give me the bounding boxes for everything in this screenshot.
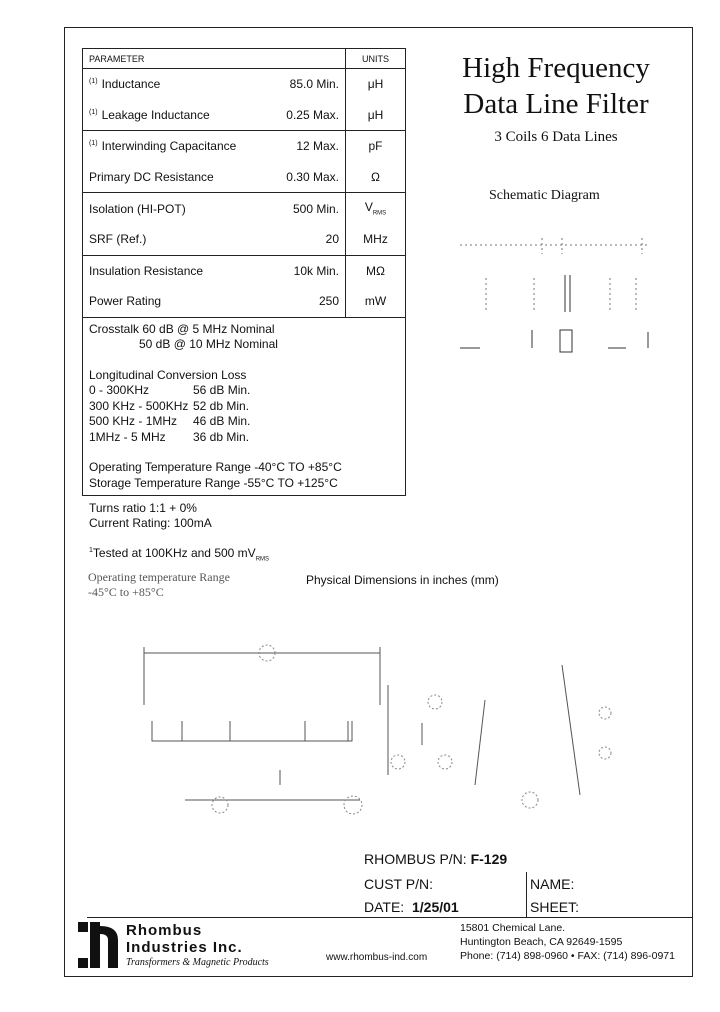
turns-ratio: Turns ratio 1:1 + 0% bbox=[89, 501, 197, 515]
dimension-label-mark bbox=[599, 747, 611, 759]
test-note-text: Tested at 100KHz and 500 mV bbox=[92, 546, 256, 560]
param-value: 250 bbox=[318, 294, 339, 309]
footnote-marker: (1) bbox=[89, 108, 98, 116]
param-label: Interwinding Capacitance bbox=[101, 139, 237, 154]
company-website[interactable]: www.rhombus-ind.com bbox=[326, 952, 428, 963]
param-value: 0.25 Max. bbox=[286, 107, 339, 122]
spec-table-header bbox=[83, 49, 405, 69]
footnote-marker: 1 bbox=[89, 547, 93, 554]
footnote-marker: (1) bbox=[89, 140, 98, 148]
operating-temp: Operating Temperature Range -40°C TO +85°C bbox=[89, 460, 342, 475]
param-value: 20 bbox=[325, 232, 339, 247]
lcl-row bbox=[89, 414, 399, 430]
company-tagline: Transformers & Magnetic Products bbox=[126, 957, 269, 968]
param-unit: V bbox=[364, 200, 373, 215]
storage-temp: Storage Temperature Range -55°C TO +125°C bbox=[89, 475, 338, 490]
param-value: 85.0 Min. bbox=[289, 77, 339, 92]
company-name-2: Industries Inc. bbox=[126, 939, 243, 956]
spec-row bbox=[83, 100, 405, 131]
spec-row bbox=[83, 224, 405, 255]
lcl-value: 56 dB Min. bbox=[193, 383, 251, 398]
spec-row bbox=[83, 131, 405, 162]
spec-row bbox=[83, 193, 405, 224]
units-header: UNITS bbox=[362, 53, 389, 64]
dimension-label-mark bbox=[522, 792, 538, 808]
physical-dimensions-label: Physical Dimensions in inches (mm) bbox=[306, 573, 499, 587]
param-unit: mW bbox=[364, 294, 387, 309]
lcl-value: 36 db Min. bbox=[193, 429, 250, 444]
param-unit: MΩ bbox=[366, 263, 385, 278]
op-range-line-2: -45°C to +85°C bbox=[88, 585, 164, 599]
schematic-title: Schematic Diagram bbox=[489, 188, 600, 203]
dimension-line bbox=[475, 700, 485, 785]
param-label: SRF (Ref.) bbox=[89, 232, 147, 247]
title-line-1: High Frequency bbox=[462, 52, 650, 84]
pn-value: F-129 bbox=[470, 851, 508, 867]
address-line-1: 15801 Chemical Lane. bbox=[460, 922, 566, 934]
spec-row bbox=[83, 286, 405, 317]
company-name-1: Rhombus bbox=[126, 922, 203, 939]
dimension-line bbox=[562, 665, 580, 795]
spec-group-4 bbox=[83, 256, 405, 318]
date-label: DATE: bbox=[364, 899, 405, 915]
param-label: Insulation Resistance bbox=[89, 263, 204, 278]
param-unit: MHz bbox=[363, 232, 388, 247]
param-value: 0.30 Max. bbox=[286, 170, 339, 185]
param-label: Primary DC Resistance bbox=[89, 170, 214, 185]
param-unit: μH bbox=[367, 77, 384, 92]
lcl-value: 46 dB Min. bbox=[193, 414, 251, 429]
pin-box bbox=[560, 330, 572, 352]
spec-table bbox=[82, 48, 406, 496]
spec-notes bbox=[83, 318, 405, 496]
lcl-range: 500 KHz - 1MHz bbox=[89, 414, 178, 429]
param-value: 500 Min. bbox=[292, 201, 339, 216]
date-field bbox=[364, 899, 459, 915]
param-value: 12 Max. bbox=[296, 139, 339, 154]
address-line-2: Huntington Beach, CA 92649-1595 bbox=[460, 936, 623, 948]
dimension-label-mark bbox=[391, 755, 405, 769]
dimension-label-mark bbox=[212, 797, 228, 813]
spec-group-2 bbox=[83, 131, 405, 193]
date-value: 1/25/01 bbox=[411, 899, 459, 915]
param-label: Power Rating bbox=[89, 294, 162, 309]
cust-pn-label: CUST P/N: bbox=[364, 876, 433, 892]
param-unit: pF bbox=[368, 139, 383, 154]
name-label: NAME: bbox=[530, 876, 575, 892]
crosstalk-line-1: Crosstalk 60 dB @ 5 MHz Nominal bbox=[89, 321, 275, 336]
lcl-row bbox=[89, 430, 399, 446]
param-unit-sub: RMS bbox=[372, 210, 387, 217]
lcl-value: 52 db Min. bbox=[193, 398, 250, 413]
param-value: 10k Min. bbox=[293, 263, 339, 278]
op-range-line-1: Operating temperature Range bbox=[88, 570, 230, 584]
title-line-2: Data Line Filter bbox=[463, 88, 649, 120]
param-label: Leakage Inductance bbox=[101, 107, 210, 122]
test-note-sub: RMS bbox=[255, 556, 270, 563]
company-address bbox=[460, 921, 675, 963]
rhombus-logo-icon bbox=[78, 922, 122, 968]
phone-fax: Phone: (714) 898-0960 • FAX: (714) 896-0971 bbox=[460, 950, 675, 962]
lcl-range: 300 KHz - 500KHz bbox=[89, 398, 189, 413]
op-range-note bbox=[88, 570, 230, 600]
spec-group-1 bbox=[83, 69, 405, 131]
spec-row bbox=[83, 162, 405, 193]
schematic-diagram bbox=[450, 230, 660, 360]
footer-divider bbox=[87, 917, 693, 918]
spec-row bbox=[83, 256, 405, 287]
dimension-label-mark bbox=[344, 796, 362, 814]
dimension-drawing bbox=[130, 625, 630, 835]
pn-label: RHOMBUS P/N: bbox=[364, 851, 467, 867]
param-label: Isolation (HI-POT) bbox=[89, 201, 186, 216]
lcl-row bbox=[89, 399, 399, 415]
divider bbox=[526, 872, 527, 918]
lcl-title: Longitudinal Conversion Loss bbox=[89, 367, 247, 382]
sheet-label: SHEET: bbox=[530, 899, 580, 915]
dimension-label-mark bbox=[428, 695, 442, 709]
ratings-block bbox=[89, 501, 212, 531]
rhombus-pn bbox=[364, 851, 507, 867]
lcl-row bbox=[89, 383, 399, 399]
footnote-marker: (1) bbox=[89, 78, 98, 86]
crosstalk-line-2: 50 dB @ 10 MHz Nominal bbox=[139, 337, 278, 352]
test-note bbox=[89, 546, 269, 562]
subtitle: 3 Coils 6 Data Lines bbox=[494, 129, 618, 145]
current-rating: Current Rating: 100mA bbox=[89, 516, 212, 530]
lcl-range: 0 - 300KHz bbox=[89, 383, 150, 398]
param-unit: Ω bbox=[371, 170, 380, 185]
parameter-header: PARAMETER bbox=[89, 53, 145, 64]
dimension-label-mark bbox=[438, 755, 452, 769]
param-unit: μH bbox=[367, 107, 384, 122]
spec-group-3 bbox=[83, 193, 405, 255]
lcl-range: 1MHz - 5 MHz bbox=[89, 429, 166, 444]
param-label: Inductance bbox=[101, 77, 161, 92]
spec-row bbox=[83, 69, 405, 100]
dimension-label-mark bbox=[599, 707, 611, 719]
